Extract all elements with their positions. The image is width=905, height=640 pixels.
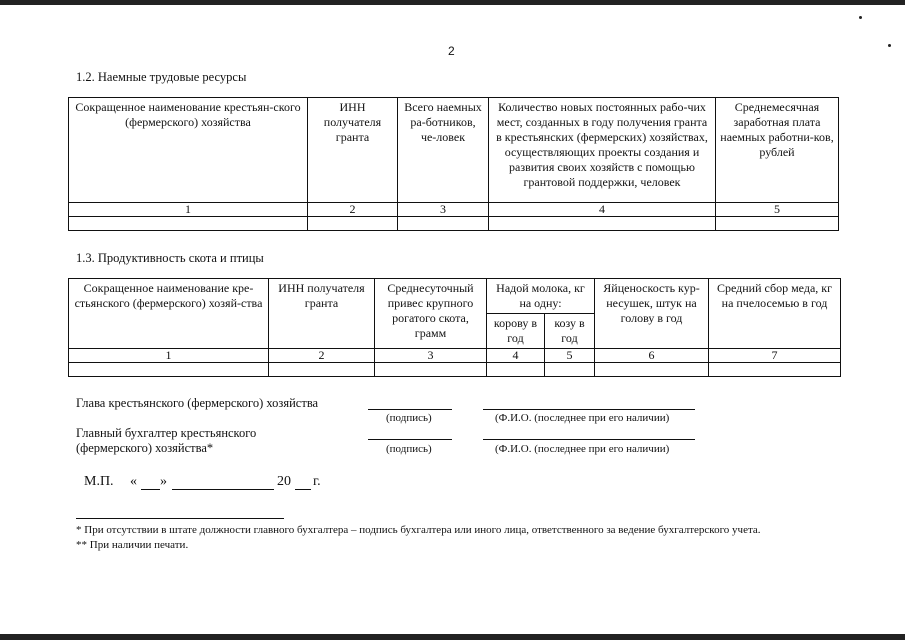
column-number: 1 bbox=[69, 203, 308, 217]
empty-cell[interactable] bbox=[398, 217, 489, 231]
section-title-productivity: 1.3. Продуктивность скота и птицы bbox=[76, 251, 264, 265]
scan-speck bbox=[859, 16, 862, 19]
header-farm-name: Сокращенное наименование кре-стьянского (фермерского) хозяй-ства bbox=[69, 279, 269, 349]
header-total-employees: Всего наемных ра-ботников, че-ловек bbox=[398, 98, 489, 203]
signature-caption: (подпись) bbox=[386, 412, 432, 424]
subheader-per-goat: козу в год bbox=[545, 314, 595, 349]
name-caption: (Ф.И.О. (последнее при его наличии) bbox=[495, 412, 670, 424]
date-year-line[interactable] bbox=[295, 489, 311, 490]
date-open-quote: « bbox=[130, 474, 137, 489]
subheader-per-cow: корову в год bbox=[487, 314, 545, 349]
empty-cell[interactable] bbox=[709, 363, 841, 377]
stamp-label: М.П. bbox=[84, 474, 114, 489]
footnote-chief-accountant: * При отсутствии в штате должности главного бухгалтера – подпись бухгалтера или иного лица, ответственного за ведение бухгалтерского учета. bbox=[76, 524, 761, 536]
table-header-row bbox=[69, 279, 841, 314]
empty-cell[interactable] bbox=[69, 363, 269, 377]
chief-accountant-label-line1: Главный бухгалтер крестьянского bbox=[76, 426, 257, 440]
empty-cell[interactable] bbox=[69, 217, 308, 231]
footnote-separator bbox=[76, 518, 284, 519]
table-number-row bbox=[69, 203, 839, 217]
signature-caption: (подпись) bbox=[386, 443, 432, 455]
section-title-labor: 1.2. Наемные трудовые ресурсы bbox=[76, 70, 247, 84]
empty-cell[interactable] bbox=[375, 363, 487, 377]
column-number: 1 bbox=[69, 349, 269, 363]
date-year-suffix: г. bbox=[313, 474, 321, 489]
column-number: 3 bbox=[398, 203, 489, 217]
empty-cell[interactable] bbox=[716, 217, 839, 231]
scan-speck bbox=[888, 44, 891, 47]
footnote-stamp: ** При наличии печати. bbox=[76, 539, 189, 551]
header-egg-production: Яйценоскость кур-несушек, штук на голову в год bbox=[595, 279, 709, 349]
head-of-farm-label: Глава крестьянского (фермерского) хозяйства bbox=[76, 396, 319, 410]
header-avg-salary: Среднемесячная заработная плата наемных работни-ков, рублей bbox=[716, 98, 839, 203]
scan-bottom-border bbox=[0, 634, 905, 640]
column-number: 2 bbox=[269, 349, 375, 363]
signature-line-head[interactable] bbox=[368, 409, 452, 410]
column-number: 7 bbox=[709, 349, 841, 363]
header-inn: ИНН получателя гранта bbox=[308, 98, 398, 203]
header-farm-name: Сокращенное наименование крестьян-ского (фермерского) хозяйства bbox=[69, 98, 308, 203]
column-number: 4 bbox=[489, 203, 716, 217]
column-number: 2 bbox=[308, 203, 398, 217]
labor-resources-table bbox=[68, 97, 839, 231]
signature-line-accountant[interactable] bbox=[368, 439, 452, 440]
header-inn: ИНН получателя гранта bbox=[269, 279, 375, 349]
name-line-accountant[interactable] bbox=[483, 439, 695, 440]
date-day-line[interactable] bbox=[141, 489, 160, 490]
header-milk-yield: Надой молока, кг на одну: bbox=[487, 279, 595, 314]
scan-top-border bbox=[0, 0, 905, 5]
column-number: 5 bbox=[545, 349, 595, 363]
header-honey-yield: Средний сбор меда, кг на пчелосемью в год bbox=[709, 279, 841, 349]
column-number: 6 bbox=[595, 349, 709, 363]
table-empty-row bbox=[69, 217, 839, 231]
livestock-productivity-table bbox=[68, 278, 841, 377]
chief-accountant-label-line2: (фермерского) хозяйства* bbox=[76, 441, 214, 455]
page-number: 2 bbox=[448, 44, 455, 58]
date-month-line[interactable] bbox=[172, 489, 274, 490]
name-line-head[interactable] bbox=[483, 409, 695, 410]
name-caption: (Ф.И.О. (последнее при его наличии) bbox=[495, 443, 670, 455]
empty-cell[interactable] bbox=[545, 363, 595, 377]
column-number: 5 bbox=[716, 203, 839, 217]
empty-cell[interactable] bbox=[269, 363, 375, 377]
column-number: 3 bbox=[375, 349, 487, 363]
date-year-prefix: 20 bbox=[277, 474, 291, 489]
table-empty-row bbox=[69, 363, 841, 377]
empty-cell[interactable] bbox=[595, 363, 709, 377]
date-close-quote: » bbox=[160, 474, 167, 489]
column-number: 4 bbox=[487, 349, 545, 363]
table-header-row bbox=[69, 98, 839, 203]
empty-cell[interactable] bbox=[487, 363, 545, 377]
empty-cell[interactable] bbox=[308, 217, 398, 231]
header-daily-weight-gain: Среднесуточный привес крупного рогатого скота, грамм bbox=[375, 279, 487, 349]
table-number-row bbox=[69, 349, 841, 363]
header-new-jobs: Количество новых постоянных рабо-чих мест, созданных в году получения гранта в крестьянских (фермерских) хозяйствах, осуществляющих проекты создания и развития своих хозяйств с помощью грантовой поддержки, человек bbox=[489, 98, 716, 203]
empty-cell[interactable] bbox=[489, 217, 716, 231]
